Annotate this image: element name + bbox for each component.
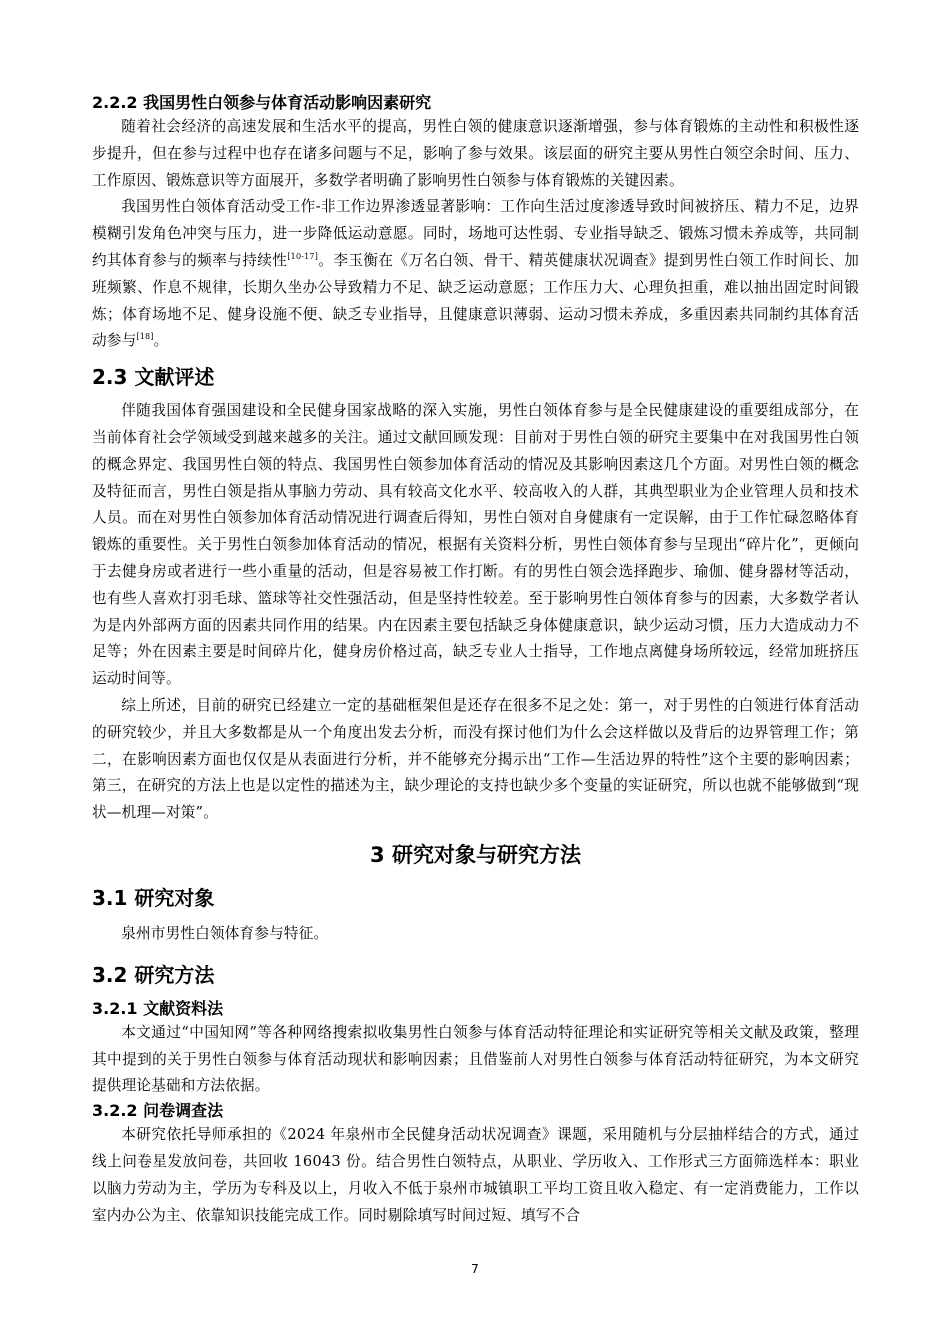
paragraph: 伴随我国体育强国建设和全民健身国家战略的深入实施，男性白领体育参与是全民健康建设的重要组成部分，在当前体育社会学领域受到越来越多的关注。通过文献回顾发现：目前对于男性白领的研究主要集中在对我国男性白领的概念界定、我国男性白领的特点、我国男性白领参加体育活动的情况及其影响因素这几个方面。对男性白领的概念及特征而言，男性白领是指从事脑力劳动、具有较高文化水平、较高收入的人群，其典型职业为企业管理人员和技术人员。而在对男性白领参加体育活动情况进行调查后得知，男性白领对自身健康有一定误解，由于工作忙碌忽略体育锻炼的重要性。关于男性白领参加体育活动的情况，根据有关资料分析，男性白领体育参与呈现出“碎片化”，更倾向于去健身房或者进行一些小重量的活动，但是容易被工作打断。有的男性白领会选择跑步、瑜伽、健身器材等活动，也有些人喜欢打羽毛球、篮球等社交性强活动，但是坚持性较差。至于影响男性白领体育参与的因素，大多数学者认为是内外部两方面的因素共同作用的结果。内在因素主要包括缺乏身体健康意识，缺少运动习惯，压力大造成动力不足等；外在因素主要是时间碎片化，健身房价格过高，缺乏专业人士指导，工作地点离健身场所较远，经常加班挤压运动时间等。 [92,402,859,688]
citation-ref: [10-17] [287,252,319,262]
paragraph: 泉州市男性白领体育参与特征。 [121,924,329,942]
section-heading-2-3: 2.3 文献评述 [92,365,215,390]
paragraph: 我国男性白领体育活动受工作-非工作边界渗透显著影响：工作向生活过度渗透导致时间被挤压、精力不足，边界模糊引发角色冲突与压力，进一步降低运动意愿。同时，场地可达性弱、专业指导缺乏、锻炼习惯未养成等，共同制约其体育参与的频率与持续性[10-17]。李玉衡在《万名白领、骨干、精英健康状况调查》提到男性白领工作时间长、加班频繁、作息不规律，长期久坐办公导致精力不足、缺乏运动意愿；工作压力大、心理负担重，难以抽出固定时间锻炼；体育场地不足、健身设施不便、缺乏专业指导，且健康意识薄弱、运动习惯未养成，多重因素共同制约其体育活动参与[18]。 [92,198,859,350]
section-heading-3-2: 3.2 研究方法 [92,962,215,987]
paragraph: 随着社会经济的高速发展和生活水平的提高，男性白领的健康意识逐渐增强，参与体育锻炼的主动性和积极性逐步提升，但在参与过程中也存在诸多问题与不足，影响了参与效果。该层面的研究主要从男性白领空余时间、压力、工作原因、锻炼意识等方面展开，多数学者明确了影响男性白领参与体育锻炼的关键因素。 [92,118,859,189]
paragraph: 本文通过“中国知网”等各种网络搜索拟收集男性白领参与体育活动特征理论和实证研究等相关文献及政策，整理其中提到的关于男性白领参与体育活动现状和影响因素；且借鉴前人对男性白领参与体育活动特征研究，为本文研究提供理论基础和方法依据。 [92,1023,859,1095]
section-heading-2-2-2: 2.2.2 我国男性白领参与体育活动影响因素研究 [92,93,432,112]
section-heading-3-2-2: 3.2.2 问卷调查法 [92,1101,224,1121]
document-page [92,92,859,1229]
chapter-heading-3: 3 研究对象与研究方法 [370,842,581,867]
paragraph: 本研究依托导师承担的《2024 年泉州市全民健身活动状况调查》课题，采用随机与分层抽样结合的方式，通过线上问卷星发放问卷，共回收 16043 份。结合男性白领特点，从职业、学历收入、工作形式三方面筛选样本：职业以脑力劳动为主，学历为专科及以上，月收入不低于泉州市城镇职工平均工资且收入稳定、有一定消费能力，工作以室内办公为主、依靠知识技能完成工作。同时剔除填写时间过短、填写不合 [92,1126,859,1224]
paragraph: 综上所述，目前的研究已经建立一定的基础框架但是还存在很多不足之处：第一，对于男性的白领进行体育活动的研究较少，并且大多数都是从一个角度出发去分析，而没有探讨他们为什么会这样做以及背后的边界管理工作；第二，在影响因素方面也仅仅是从表面进行分析，并不能够充分揭示出“工作—生活边界的特性”这个主要的影响因素；第三，在研究的方法上也是以定性的描述为主，缺少理论的支持也缺少多个变量的实证研究，所以也就不能够做到“现状—机理—对策”。 [92,696,859,822]
section-heading-3-1: 3.1 研究对象 [92,885,215,910]
section-heading-3-2-1: 3.2.1 文献资料法 [92,998,224,1018]
citation-ref: [18] [136,332,154,342]
page-number: 7 [471,1262,479,1276]
